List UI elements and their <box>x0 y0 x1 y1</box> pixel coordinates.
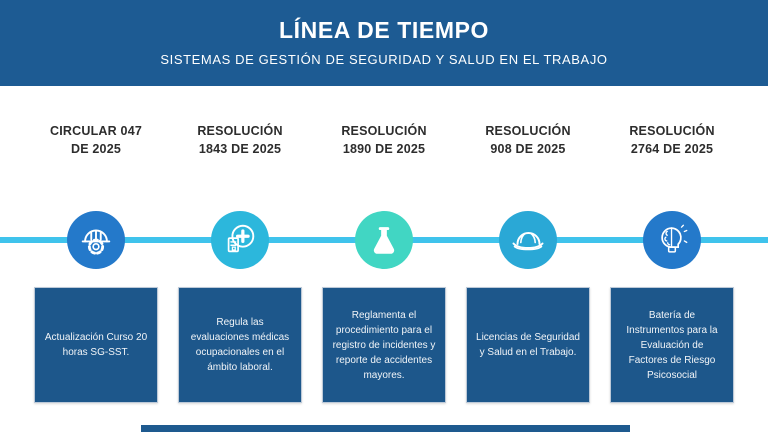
item-heading-resolucion-2764 <box>600 123 744 158</box>
description-text: Actualización Curso 20 horas SG-SST. <box>44 332 148 358</box>
helmet-gear-icon <box>67 211 125 269</box>
header <box>0 0 768 86</box>
heading-line1: RESOLUCIÓN <box>485 124 571 138</box>
description-box-resolucion-2764 <box>610 287 734 403</box>
item-heading-resolucion-908 <box>456 123 600 158</box>
heading-line1: CIRCULAR 047 <box>50 124 142 138</box>
timeline-headings <box>24 123 744 158</box>
heading-line2: 908 DE 2025 <box>490 141 566 156</box>
description-box-resolucion-1890 <box>322 287 446 403</box>
item-heading-resolucion-1843 <box>168 123 312 158</box>
medical-cross-icon <box>211 211 269 269</box>
page-title: LÍNEA DE TIEMPO <box>278 17 490 43</box>
description-text: Regula las evaluaciones médicas ocupacionales en el ámbito laboral. <box>190 317 290 373</box>
heading-line1: RESOLUCIÓN <box>197 124 283 138</box>
heading-line2: 1890 DE 2025 <box>342 141 426 156</box>
description-box-resolucion-1843 <box>178 287 302 403</box>
item-heading-resolucion-1890 <box>312 123 456 158</box>
heading-line1: RESOLUCIÓN <box>629 124 715 138</box>
heading-line2: DE 2025 <box>70 141 122 156</box>
hard-hat-icon <box>499 211 557 269</box>
item-heading-circular-047 <box>24 123 168 158</box>
timeline-descriptions <box>24 287 744 403</box>
heading-line1: RESOLUCIÓN <box>341 124 427 138</box>
description-text: Reglamenta el procedimiento para el registro de incidentes y reporte de accidentes mayores. <box>332 309 436 381</box>
timeline-icons <box>24 211 744 269</box>
description-box-resolucion-908 <box>466 287 590 403</box>
description-box-circular-047 <box>34 287 158 403</box>
description-text: Batería de Instrumentos para la Evaluación de Factores de Riesgo Psicosocial <box>626 309 718 381</box>
heading-line2: 2764 DE 2025 <box>630 141 714 156</box>
page-subtitle: SISTEMAS DE GESTIÓN DE SEGURIDAD Y SALUD EN EL TRABAJO <box>160 52 608 67</box>
flask-icon <box>355 211 413 269</box>
brain-bulb-icon <box>643 211 701 269</box>
description-text: Licencias de Seguridad y Salud en el Trabajo. <box>476 332 580 358</box>
heading-line2: 1843 DE 2025 <box>198 141 282 156</box>
footer-bar <box>141 425 630 432</box>
